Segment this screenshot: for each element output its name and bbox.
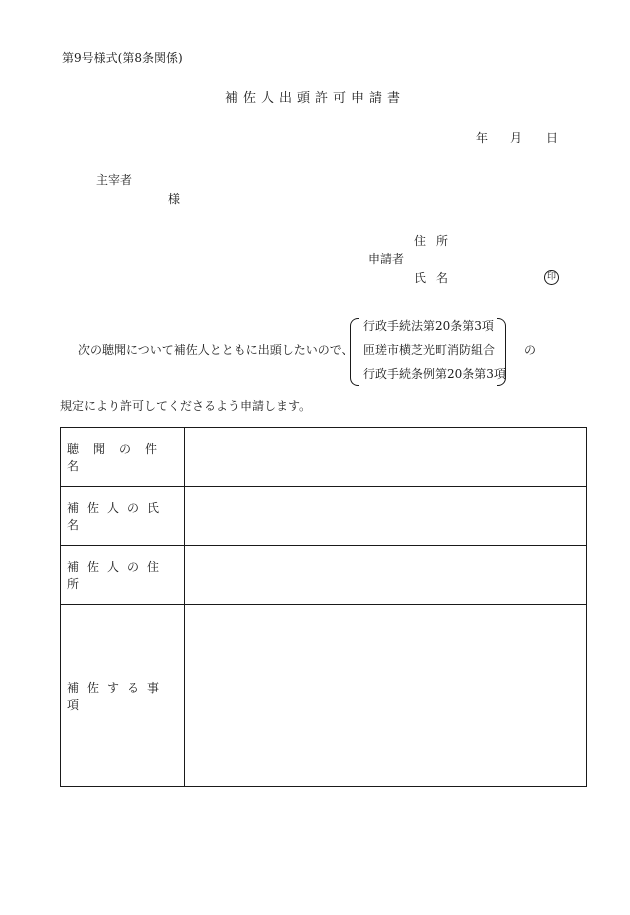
assistant-name-field[interactable] [185, 487, 587, 546]
assisted-matters-field[interactable] [185, 605, 587, 787]
row-label: 補佐する事項 [67, 680, 168, 712]
applicant-label: 申請者 [368, 252, 405, 266]
form-code: 第9号様式(第8条関係) [62, 51, 183, 65]
table-row [61, 546, 587, 605]
row-label: 補佐人の氏名 [67, 501, 168, 532]
row-label-cell [61, 428, 185, 487]
row-label-cell [61, 605, 185, 787]
table-row [61, 605, 587, 787]
left-brace [350, 318, 359, 386]
addressee-org: 主宰者 [96, 173, 133, 187]
body-tail-text: の [524, 343, 537, 357]
page-title: 補佐人出頭許可申請書 [224, 91, 405, 106]
date-day-label: 日 [546, 131, 559, 145]
application-form-table [60, 427, 587, 787]
addressee-honorific: 様 [168, 192, 181, 206]
body-lead-text: 次の聴聞について補佐人とともに出頭したいので、 [78, 343, 354, 357]
applicant-address-label: 住所 [414, 234, 459, 248]
table-row [61, 487, 587, 546]
date-year-label: 年 [476, 131, 489, 145]
row-label-cell [61, 546, 185, 605]
legal-basis-option: 行政手続法第20条第3項 [363, 319, 494, 333]
date-month-label: 月 [510, 131, 523, 145]
closing-text: 規定により許可してくださるよう申請します。 [60, 399, 312, 413]
assistant-address-field[interactable] [185, 546, 587, 605]
row-label: 補佐人の住所 [67, 560, 168, 591]
row-label: 聴聞の件名 [67, 442, 172, 473]
table-row [61, 428, 587, 487]
right-brace [497, 318, 506, 386]
hearing-title-field[interactable] [185, 428, 587, 487]
seal-mark: 印 [544, 270, 559, 285]
legal-basis-option: 行政手続条例第20条第3項 [363, 367, 506, 381]
legal-basis-option: 匝瑳市横芝光町消防組合 [363, 343, 496, 357]
row-label-cell [61, 487, 185, 546]
applicant-name-label: 氏名 [414, 271, 459, 285]
